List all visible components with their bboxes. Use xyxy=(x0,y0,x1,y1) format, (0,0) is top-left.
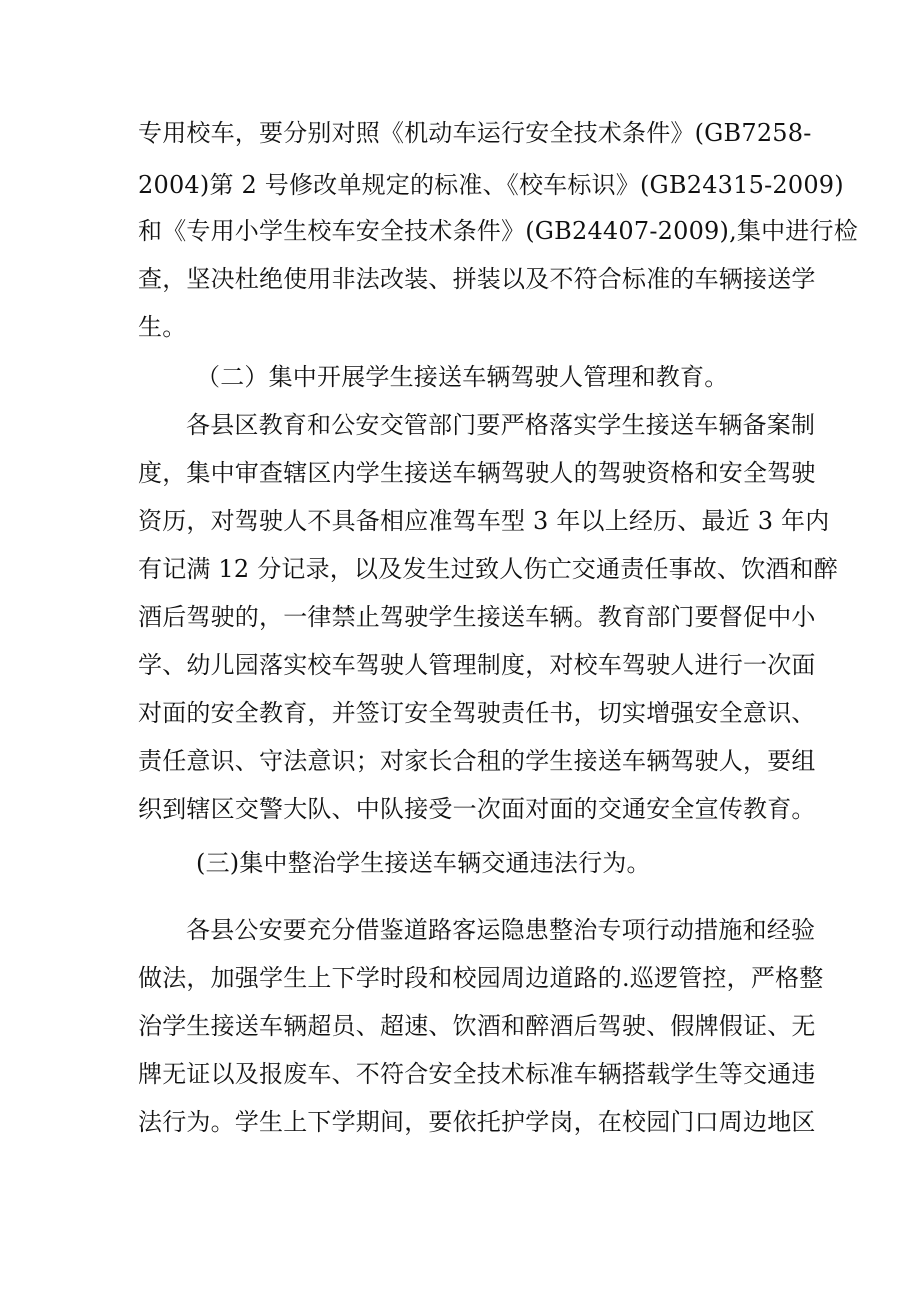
paragraph-1-line-4: 查，坚决杜绝使用非法改装、拼装以及不符合标准的车辆接送学 xyxy=(138,265,816,293)
paragraph-2-line-5: 酒后驾驶的，一律禁止驾驶学生接送车辆。教育部门要督促中小 xyxy=(138,603,816,631)
paragraph-2-line-2: 度，集中审查辖区内学生接送车辆驾驶人的驾驶资格和安全驾驶 xyxy=(138,459,816,487)
paragraph-3-line-1: 各县公安要充分借鉴道路客运隐患整治专项行动措施和经验 xyxy=(186,916,816,944)
paragraph-1-line-2: 2004)第 2 号修改单规定的标准、《校车标识》(GB24315-2009) xyxy=(138,171,844,199)
paragraph-2-line-6: 学、幼儿园落实校车驾驶人管理制度，对校车驾驶人进行一次面 xyxy=(138,651,816,679)
paragraph-3-line-3: 治学生接送车辆超员、超速、饮酒和醉酒后驾驶、假牌假证、无 xyxy=(138,1012,816,1040)
paragraph-2-line-9: 织到辖区交警大队、中队接受一次面对面的交通安全宣传教育。 xyxy=(138,795,816,823)
paragraph-1-line-3: 和《专用小学生校车安全技术条件》(GB24407-2009),集中进行检 xyxy=(138,217,858,245)
paragraph-2-line-3: 资历，对驾驶人不具备相应准驾车型 3 年以上经历、最近 3 年内 xyxy=(138,507,830,535)
paragraph-3-line-4: 牌无证以及报废车、不符合安全技术标准车辆搭载学生等交通违 xyxy=(138,1060,816,1088)
paragraph-2-line-4: 有记满 12 分记录，以及发生过致人伤亡交通责任事故、饮酒和醉 xyxy=(138,555,838,583)
paragraph-3-line-5: 法行为。学生上下学期间，要依托护学岗，在校园门口周边地区 xyxy=(138,1108,816,1136)
paragraph-2-line-1: 各县区教育和公安交管部门要严格落实学生接送车辆备案制 xyxy=(186,411,816,439)
paragraph-2-line-8: 责任意识、守法意识；对家长合租的学生接送车辆驾驶人，要组 xyxy=(138,747,816,775)
section-heading-3: (三)集中整治学生接送车辆交通违法行为。 xyxy=(196,849,651,877)
paragraph-1-line-1: 专用校车，要分别对照《机动车运行安全技术条件》(GB7258- xyxy=(138,119,812,147)
paragraph-3-line-2: 做法，加强学生上下学时段和校园周边道路的.巡逻管控，严格整 xyxy=(138,964,824,992)
section-heading-2: （二）集中开展学生接送车辆驾驶人管理和教育。 xyxy=(196,363,729,391)
paragraph-2-line-7: 对面的安全教育，并签订安全驾驶责任书，切实增强安全意识、 xyxy=(138,699,816,727)
paragraph-1-line-5: 生。 xyxy=(138,313,187,341)
